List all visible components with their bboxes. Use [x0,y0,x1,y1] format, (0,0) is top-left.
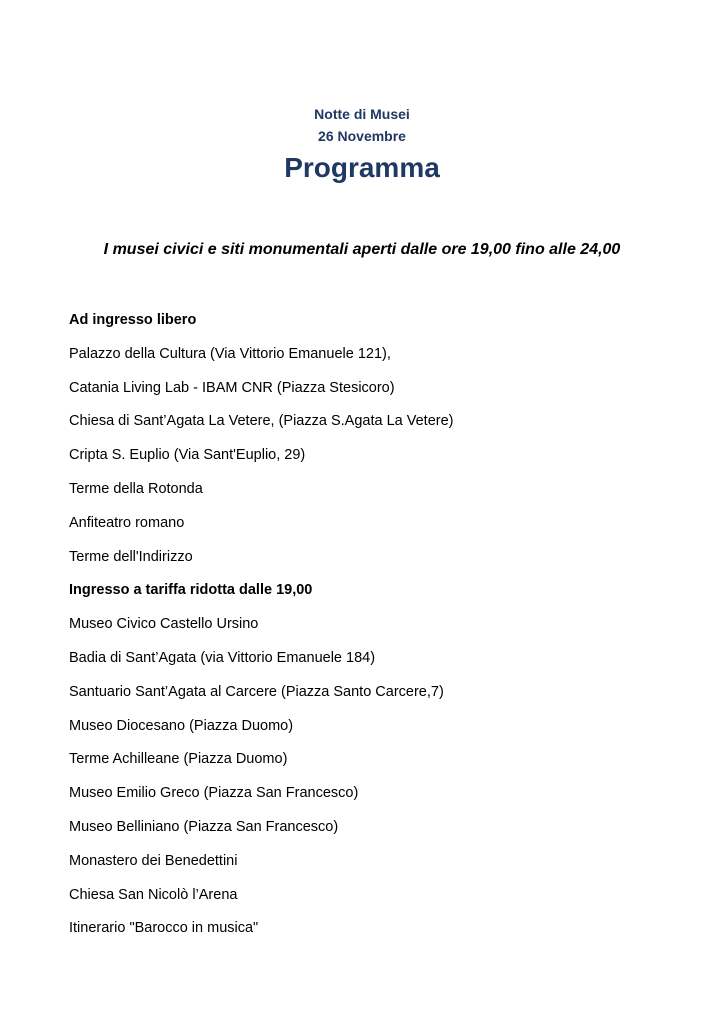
list-item: Badia di Sant’Agata (via Vittorio Emanuele 184) [69,649,376,666]
event-date: 26 Novembre [318,128,406,144]
list-item: Catania Living Lab - IBAM CNR (Piazza Stesicoro) [69,379,395,396]
list-item: Chiesa San Nicolò l’Arena [69,886,238,903]
opening-hours-subtitle: I musei civici e siti monumentali aperti dalle ore 19,00 fino alle 24,00 [103,241,621,258]
list-item: Terme della Rotonda [69,480,203,497]
section-heading-free-entry: Ad ingresso libero [69,312,197,328]
page-title: Programma [284,152,440,183]
list-item: Cripta S. Euplio (Via Sant'Euplio, 29) [69,447,306,464]
program-list [69,308,709,950]
list-item: Palazzo della Cultura (Via Vittorio Emanuele 121), [69,345,391,362]
list-item: Museo Diocesano (Piazza Duomo) [69,717,294,734]
list-item: Chiesa di Sant’Agata La Vetere, (Piazza S.Agata La Vetere) [69,413,454,430]
list-item: Santuario Sant’Agata al Carcere (Piazza Santo Carcere,7) [69,683,444,700]
list-item: Terme dell'Indirizzo [69,548,193,565]
list-item: Museo Belliniano (Piazza San Francesco) [69,818,339,835]
list-item: Itinerario "Barocco in musica" [69,920,259,937]
list-item: Anfiteatro romano [69,514,185,531]
event-name: Notte di Musei [314,106,410,122]
list-item: Museo Emilio Greco (Piazza San Francesco) [69,785,359,802]
section-heading-reduced-fee: Ingresso a tariffa ridotta dalle 19,00 [69,582,313,599]
list-item: Monastero dei Benedettini [69,852,238,869]
list-item: Museo Civico Castello Ursino [69,616,259,633]
list-item: Terme Achilleane (Piazza Duomo) [69,751,288,768]
